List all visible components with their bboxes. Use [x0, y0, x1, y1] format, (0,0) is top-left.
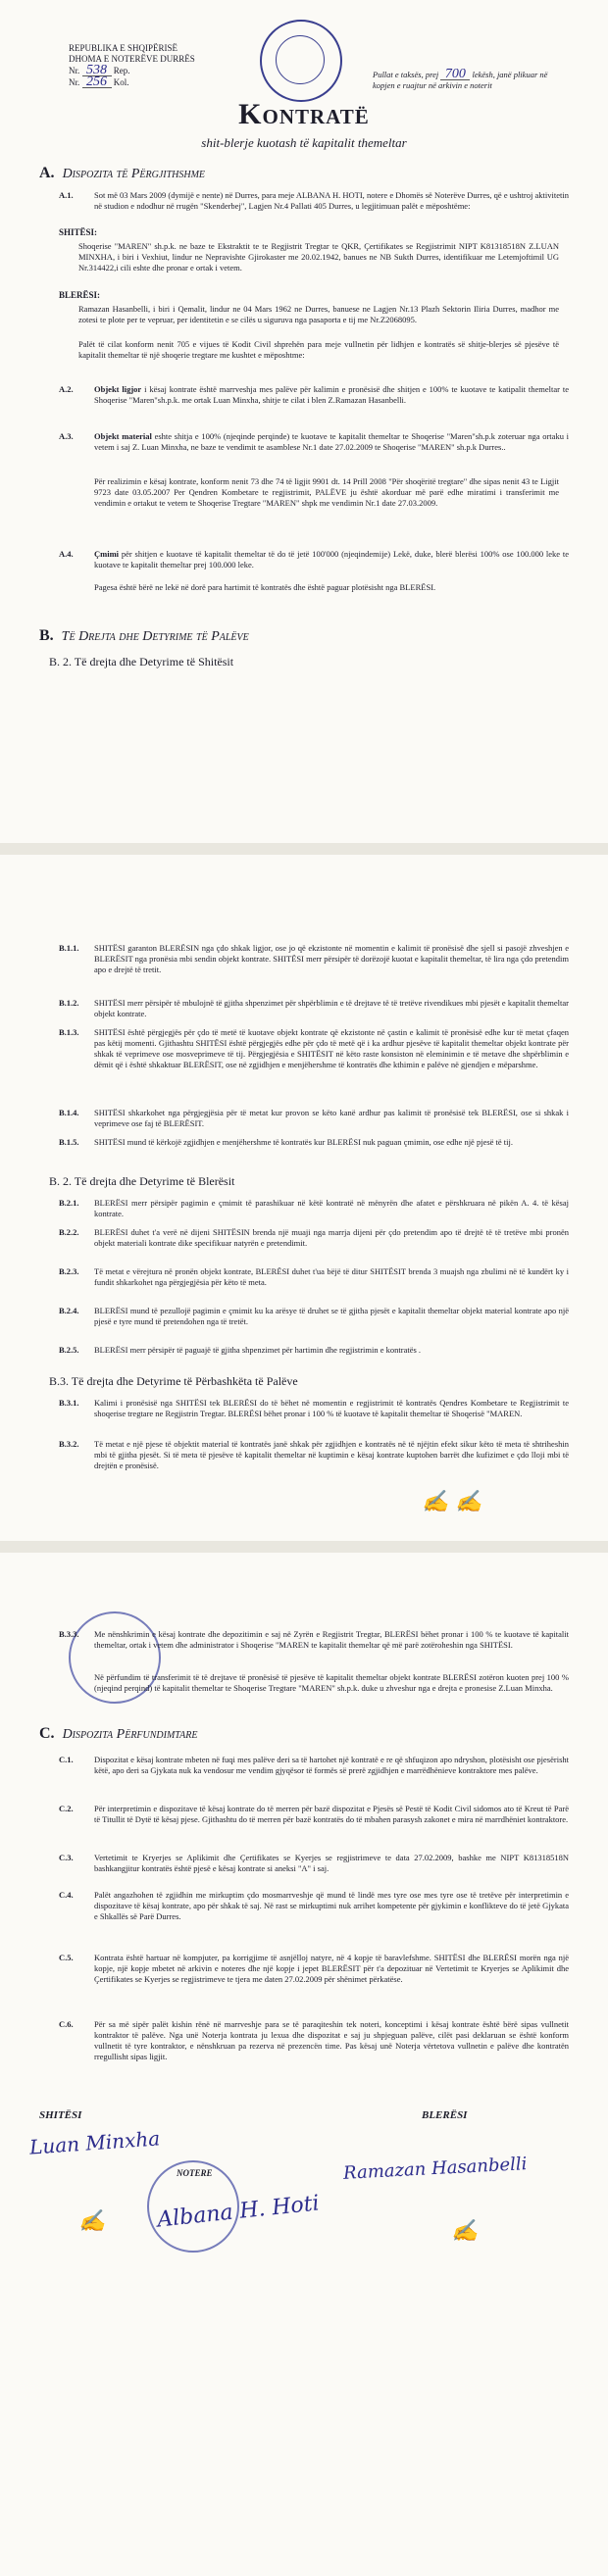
clause-a1: A.1. Sot më 03 Mars 2009 (dymijë e nente) në Durres, para meje ALBANA H. HOTI, notere e Dhomës së Noterëve Durres, që e ushtroj aktivitetin në studion e ndodhur në rrugën "Skenderbej", Lagjen Nr.4 Pallati 405 Durres, u legjitimuan palët e mëposhtëme: [59, 190, 569, 211]
contract-page-3 [0, 1553, 608, 2576]
clause-a4: A.4. Çmimi për shitjen e kuotave të kapitalit themeltar të do të jetë 100'000 (njeqindemije) Lekë, duke, blerë blerësi 100% ose 100.000 leke te kuotave te kapitalit themeltar prej 100.000 leke. [59, 549, 569, 570]
section-c-heading: C. Dispozita Përfundimtare [39, 1725, 198, 1742]
contract-page-1 [0, 0, 608, 843]
contract-page-2 [0, 855, 608, 1541]
clause-b21: B.2.1. BLERËSI merr përsipër pagimin e çmimit të parashikuar në këtë kontratë në mënyrën dhe afatet e përshkruara në pikën A. 4. të kësaj kontrate. [59, 1198, 569, 1218]
seller-label: SHITËSI: [59, 227, 98, 237]
clause-b31: B.3.1. Kalimi i pronësisë nga SHITËSI tek BLERËSI do të bëhet në momentin e regjistrimit të kontratës Qendres Kombetare te Regjistrimit te shoqerise tregtare ne Regjistrin Tregtar. BLERËSI bëhet pronar i 100 % të kuotave të kapitalit themeltar të Shoqerisë "MAREN. [59, 1398, 569, 1418]
clause-b14: B.1.4. SHITËSI shkarkohet nga përgjegjësia për të metat kur provon se këto kanë ardhur pas kalimit të pronësisë tek BLERËSI, ose si shkak i veprimeve ose faj të BLERËSIT. [59, 1108, 569, 1128]
clause-c1: C.1. Dispozitat e kësaj kontrate mbeten në fuqi mes palëve deri sa të hartohet një kontratë e re që shfuqizon apo ndryshon, plotësisht ose pjesërisht këtë, apo deri sa Gjykata nuk ka vendosur me vendim gjyqësor të formës së prerë zgjidhjen e marrëdhënieve kontraktore mes palëve. [59, 1755, 569, 1775]
clause-b15: B.1.5. SHITËSI mund të kërkojë zgjidhjen e menjëhershme të kontratës kur BLERËSI nuk paguan çmimin, ose edhe një pjesë të tij. [59, 1137, 514, 1147]
notary-signature-label: NOTERE [177, 2168, 213, 2178]
page-break [0, 1541, 608, 1553]
page-break [0, 843, 608, 855]
seller-details: Shoqerise "MAREN" sh.p.k. ne baze te Ekstraktit te te Regjistrit Tregtar te QKR, Çertifikates se Regjistrimit NIPT K81318518N Z.LUAN MINXHA, i biri i Vexhiut, lindur ne Nepravishte Gjirokaster me 20.02.1942, banues ne NB Sukth Durres, identifikuar me Letemjoftimil UG Nr.314422,i cili eshte dhe pronar e ortak i vetem. [78, 241, 559, 272]
stamp-fee-note: Pullat e taksës, prej 700 lekësh, janë plikuar në kopjen e ruajtur në arkivin e noterit [373, 67, 548, 90]
seller-signature: Luan Minxha [28, 2126, 161, 2159]
buyer-initials-icon: ✍ [451, 2219, 479, 2244]
document-subtitle: shit-blerje kuotash të kapitalit themeltar [201, 135, 407, 150]
clause-c4: C.4. Palët angazhohen të zgjidhin me mirkuptim çdo mosmarrveshje që mund të lindë mes tyre ose mes tyre ose të tretëve për interpretimin e dispozitave të kësaj kontrate, apo për shkak të saj. Në rast se mirkuptimi nuk arrihet kompetente për gjykimin e konfliktevе do të jetë Gjykata e Shkallës së Parë Durres. [59, 1890, 569, 1921]
buyer-label: BLERËSI: [59, 290, 101, 300]
seller-initials-icon: ✍ [78, 2209, 106, 2234]
clause-a3-note: Për realizimin e kësaj kontrate, konform nenit 73 dhe 74 të ligjit 9901 dt. 14 Prill 2008 "Për shoqëritë tregtare" dhe sipas nenit 43 te Ligjit 9723 date 03.05.2007 Per Qendren Kombetare te regjistrimit, PALËVE ju është akorduar më parë edhe miratimi i transferimit me vendimin e ortakut te vetem te Shoqerise Tregtare "MAREN" shpk me vendimin Nr.1 date 27.03.2009. [94, 476, 559, 508]
clause-a2: A.2. Objekt ligjor i kësaj kontrate është marrveshja mes palëve për kalimin e pronësisë dhe shitjen e 100% te kuotave te katipalit themeltar te Shoqerise "Maren"sh.p.k. me ortak Luan Minxha, shitje te cilat i blen Z.Ramazan Hasanbelli. [59, 384, 570, 405]
clause-b24: B.2.4. BLERËSI mund të pezullojë pagimin e çmimit ku ka arësye të druhet se të gjitha pjesët e kapitalit themeltar objekt material kontrate apo një pjesë e tyre mund të pretendohen nga të tretët. [59, 1306, 569, 1326]
clause-a3: A.3. Objekt material eshte shitja e 100% (njeqinde perqinde) te kuotave te kapitalit themeltar te Shoqerise "Maren"sh.p.k zoteruar nga ortaku i vetem i saj Z. Luan Minxha, ne baze te vendimit te asamblese Nr.1 date 27.02.2009 te Shoqerise "MAREN" sh.p.k Durres.. [59, 431, 570, 452]
section-b1-heading: B. 2. Të drejta dhe Detyrime të Shitësit [49, 655, 234, 669]
section-b3-heading: B.3. Të drejta dhe Detyrime të Përbashkëta të Palëve [49, 1374, 298, 1388]
buyer-signature-label: BLERËSI [422, 2109, 468, 2121]
clause-b13: B.1.3. SHITËSI është përgjegjës për çdo të metë të kuotave objekt kontrate që ekzistonte në çastin e kalimit të pronësisë edhe kur të metat çfaqen pas këtij momenti. Gjithashtu SHITËSI është përgjegjës edhe për çdo të metë që i ka ardhur pjesëve të kapitalit themeltar objekt kontrate për shkak të veprimeve ose mosveprimeve të tij. Përgjegjësia e SHITËSIT në këto raste konsiston në eleminimin e të metave dhe shpërblimin e dëmit që i është shkaktuar BLERËSIT, ose në zgjidhjen e menjëhershme të kontratës dhe kthimin e palëve në gjendjen e mëparshme. [59, 1027, 569, 1069]
clause-b32: B.3.2. Të metat e një pjese të objektit material të kontratës janë shkak për zgjidhjen e kontratës në të njëjtin efekt sikur këto të meta të shtriheshin mbi të gjitha pjesët. Si të meta të pjesëve të kapitalit themeltar në kuptimin e kësaj kontrate kuptohen barrët dhe kufizimet e çdo lloji mbi të drejtën e pronësisë. [59, 1439, 569, 1470]
document-title: Kontratë [238, 98, 370, 130]
clause-c6: C.6. Për sa më sipër palët kishin rënë në marrveshje para se të paraqiteshin tek noteri, konceptimi i kësaj kontrate është bërë sipas vullnetit kontraktor të palëve. Nga unë Noterja kontrata ju lexua dhe dispozitat e saj ju shpjeguan palëve, cilët pasi deklaruan se është konform vullnetit të tyre kontraktor, e nënshkruan pa rezerva në prezencën time. Pas kësaj unë Noterja vërtetova vullnetin e palëve dhe kontratën rregullisht sipas ligjit. [59, 2019, 569, 2061]
clause-b23: B.2.3. Të metat e vërejtura në pronën objekt kontrate, BLERËSI duhet t'ua bëjë të ditur SHITËSIT brenda 3 muajsh nga zbulimi në të kundërt ky i fundit shkarkohet nga përgjegjësia për këto të meta. [59, 1266, 569, 1287]
clause-b33-transfer: Në përfundim të transferimit të të drejtave të pronësisë të pjesëve të kapitalit themeltar objekt kontrate BLERËSI zotëron kuoten prej 100 % (njeqind perqind) të kapitalit themeltar te Shoqerise Tregtare "MAREN" sh.p.k. duke u zhveshur nga e drejta e pronesise Z.Luan Minxha. [94, 1672, 569, 1693]
clause-c2: C.2. Për interpretimin e dispozitave të kësaj kontrate do të merren për bazë dispozitat e Pjesës së Pestë të Kodit Civil sidomos ato të Kreut të Parë të Titullit të Dytë të kësaj pjese. Gjithashtu do të merren për bazë kontratës do të mbahen parasysh zakonet e mira në marrdhëniet kontraktore. [59, 1804, 569, 1824]
clause-a4-payment: Pagesa është bërë ne lekë në dorë para hartimit të kontratës dhe është paguar plotësisht nga BLERËSI. [94, 582, 436, 592]
kol-number: 256 [82, 76, 112, 88]
clause-b25: B.2.5. BLERËSI merr përsipër të paguajë të gjitha shpenzimet për hartimin dhe regjistrimin e kontratës . [59, 1345, 422, 1355]
section-a-heading: A. Dispozita të Përgjithshme [39, 165, 206, 181]
page-initials-icon: ✍ ✍ [422, 1490, 482, 1514]
clause-b12: B.1.2. SHITËSI merr përsipër të mbulojnë të gjitha shpenzimet për shpërblimin e të drejtave të të tretëve rivendikues mbi pjesët e kapitalit themeltar objekt kontrate. [59, 998, 569, 1018]
buyer-details: Ramazan Hasanbelli, i biri i Qemalit, lindur ne 04 Mars 1962 ne Durres, banuese ne Lagjen Nr.13 Plazh Sektorin Iliria Durres, madhor me zotesi te plote per te vepruar, per identitetin e se cilës u siguruva nga pasaporta e tij me Nr.Z2068095. [78, 304, 559, 324]
clause-b11: B.1.1. SHITËSI garanton BLERËSIN nga çdo shkak ligjor, ose jo që ekzistonte në momentin e kalimit të pronësisë dhe sjell si pasojë zhveshjen e BLERËSIT nga pronësia mbi sendin objekt kontrate. SHITËSI merr përsipër të dorëzojë kuotat e kapitalit themeltar, të lira nga çdo pretendim apo e drejtë të tretit. [59, 943, 569, 974]
section-b2-heading: B. 2. Të drejta dhe Detyrime të Blerësit [49, 1174, 235, 1188]
header-chamber: DHOMA E NOTERËVE DURRËS [69, 54, 195, 64]
parties-declaration: Palët të cilat konform nenit 705 e vijues të Kodit Civil shprehën para meje vullnetin për lidhjen e kontratës së shitje-blerjes së pjesëve të kapitalit themeltar të një shoqerie tregtare me kushtet e mëposhtme: [78, 339, 559, 360]
clause-b22: B.2.2. BLERËSI duhet t'a verë në dijeni SHITËSIN brenda një muaji nga marrja dijeni për çdo pretendim apo të drejtë të të tretëve mbi pronën objekt materiali kontrate dike specifikuar natyrën e pretendimit. [59, 1227, 569, 1248]
clause-c3: C.3. Vertetimit te Kryerjes se Aplikimit dhe Çertifikates se Kyerjes se regjistrimeve te data 27.02.2009, bashke me NIPT K81318518N bashkangjitur kontratës është pjesë e kësaj kontrate si aneksi "A" i saj. [59, 1853, 569, 1873]
seller-signature-label: SHITËSI [39, 2109, 82, 2121]
notary-signature: Albana H. Hoti [156, 2191, 321, 2233]
clause-b33: B.3.3. Me nënshkrimin e kësaj kontrate dhe depozitimin e saj në Zyrën e Regjistrit Tregtar, BLERËSI bëhet pronar i 100 % te kuotave të kapitalit themeltar, ortak i vetem dhe administrator i Shoqerise "MAREN te kapitalit themeltar që më parë zotëroheshin nga SHITËSI. [59, 1629, 569, 1650]
header-republic: REPUBLIKA E SHQIPËRISË [69, 43, 178, 53]
notary-seal-icon [260, 20, 342, 102]
rep-number: 538 [82, 65, 112, 76]
clause-c5: C.5. Kontrata është hartuar në kompjuter, pa korrigjime të asnjëlloj natyre, në 4 kopje të baravlefshme. SHITËSI dhe BLERËSI morën nga një kopje, një kopje mbetet në arkivin e noteres dhe një kopje i jepet BLERËSIT për t'a depozituar në Vertetimit te Kryerjes se Aplikimit dhe Çertifikates se Kyerjes se regjistrimeve te tjera me daten 27.02.2009 për shënimet përkatëse. [59, 1953, 569, 1984]
section-b-heading: B. Të Drejta dhe Detyrime të Palëve [39, 627, 249, 644]
buyer-signature: Ramazan Hasanbelli [342, 2154, 528, 2184]
fee-amount: 700 [440, 69, 470, 80]
document-header: REPUBLIKA E SHQIPËRISË DHOMA E NOTERËVE DURRËS Nr. 538 Rep. Nr. 256 Kol. [69, 43, 195, 89]
